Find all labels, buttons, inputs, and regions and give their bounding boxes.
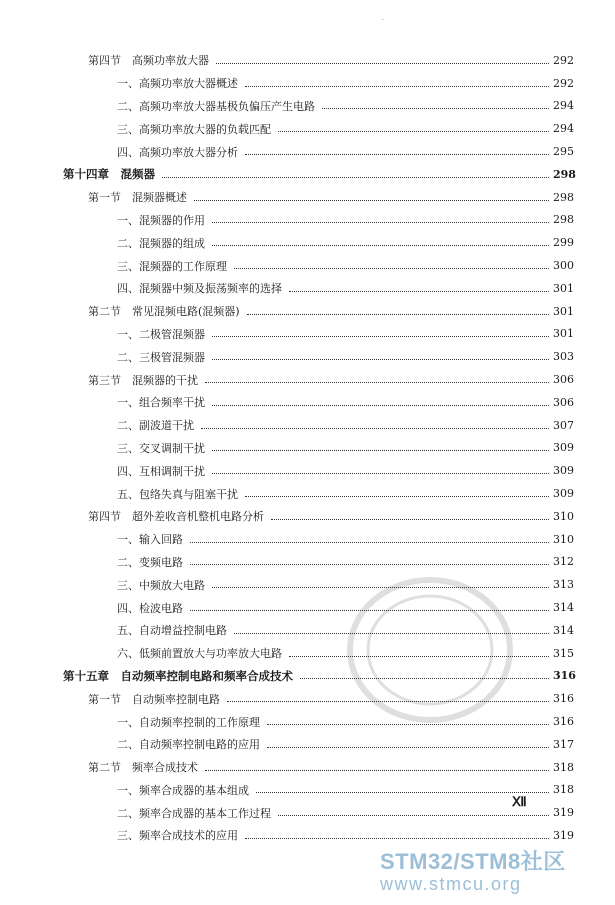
toc-entry-page: 306	[553, 373, 574, 387]
toc-subsection-entry	[0, 277, 615, 300]
toc-leader-dots	[212, 336, 549, 337]
toc-subsection-entry	[0, 345, 615, 368]
toc-entry-title: 三、高频功率放大器的负载匹配	[117, 121, 274, 137]
toc-entry-page: 306	[553, 395, 574, 409]
toc-leader-dots	[245, 86, 549, 87]
toc-subsection-entry	[0, 642, 615, 665]
toc-entry-page: 298	[553, 213, 574, 227]
toc-section-entry	[0, 300, 615, 323]
toc-entry-page: 292	[553, 76, 574, 90]
toc-entry-page: 319	[553, 828, 574, 842]
toc-subsection-entry	[0, 619, 615, 642]
toc-entry-page: 318	[553, 760, 574, 774]
toc-leader-dots	[212, 473, 549, 474]
toc-entry-page: 303	[553, 350, 574, 364]
toc-subsection-entry	[0, 231, 615, 254]
toc-entry-title: 五、包络失真与阻塞干扰	[117, 486, 241, 502]
watermark-url: www.stmcu.org	[380, 874, 522, 894]
toc-subsection-entry	[0, 95, 615, 118]
toc-entry-page: 292	[553, 53, 574, 67]
toc-leader-dots	[205, 770, 549, 771]
toc-entry-title: 第一节 混频器概述	[88, 189, 190, 205]
toc-entry-page: 316	[553, 715, 574, 728]
toc-entry-page: 318	[553, 783, 574, 797]
page-number: Ⅻ	[512, 794, 527, 809]
toc-subsection-entry	[0, 209, 615, 232]
toc-subsection-entry	[0, 140, 615, 163]
toc-leader-dots	[300, 678, 549, 679]
toc-entry-title: 二、高频功率放大器基极负偏压产生电路	[117, 98, 318, 114]
toc-entry-page: 295	[553, 145, 574, 159]
toc-entry-title: 一、组合频率干扰	[117, 394, 208, 410]
scan-corner-mark: ·	[382, 16, 385, 24]
toc-entry-page: 312	[553, 555, 574, 569]
toc-entry-page: 314	[553, 601, 574, 615]
toc-chapter-entry	[0, 163, 615, 186]
toc-section-entry	[0, 756, 615, 779]
toc-entry-title: 第十五章 自动频率控制电路和频率合成技术	[63, 668, 296, 684]
toc-subsection-entry	[0, 323, 615, 346]
toc-entry-title: 一、混频器的作用	[117, 212, 208, 228]
toc-entry-title: 四、高频功率放大器分析	[117, 144, 241, 160]
toc-entry-title: 三、频率合成技术的应用	[117, 827, 241, 843]
toc-leader-dots	[267, 747, 549, 748]
toc-entry-title: 一、频率合成器的基本组成	[117, 782, 252, 798]
toc-entry-page: 313	[553, 578, 574, 592]
toc-entry-title: 三、混频器的工作原理	[117, 258, 230, 274]
toc-leader-dots	[278, 131, 549, 132]
toc-subsection-entry	[0, 254, 615, 277]
toc-entry-title: 第一节 自动频率控制电路	[88, 691, 223, 707]
toc-subsection-entry	[0, 528, 615, 551]
toc-entry-page: 301	[553, 304, 574, 318]
toc-entry-page: 314	[553, 623, 574, 637]
toc-leader-dots	[212, 587, 549, 588]
toc-entry-title: 三、中频放大电路	[117, 577, 208, 593]
toc-leader-dots	[267, 724, 549, 725]
toc-leader-dots	[162, 177, 549, 178]
toc-leader-dots	[234, 633, 549, 634]
toc-entry-title: 四、混频器中频及振荡频率的选择	[117, 280, 285, 296]
toc-entry-title: 一、二极管混频器	[117, 326, 208, 342]
toc-entry-page: 307	[553, 418, 574, 432]
toc-subsection-entry	[0, 72, 615, 95]
toc-subsection-entry	[0, 117, 615, 140]
toc-entry-title: 二、三极管混频器	[117, 349, 208, 365]
toc-leader-dots	[194, 200, 549, 201]
toc-entry-page: 301	[553, 327, 574, 341]
toc-leader-dots	[245, 838, 549, 839]
toc-leader-dots	[216, 63, 549, 64]
toc-leader-dots	[247, 314, 549, 315]
toc-subsection-entry	[0, 710, 615, 733]
toc-entry-page: 298	[553, 167, 576, 181]
toc-entry-page: 316	[553, 692, 574, 706]
toc-entry-page: 310	[553, 532, 574, 546]
toc-leader-dots	[201, 428, 549, 429]
toc-entry-page: 299	[553, 236, 574, 250]
toc-entry-title: 一、输入回路	[117, 531, 186, 547]
toc-entry-title: 第四节 超外差收音机整机电路分析	[88, 508, 267, 524]
toc-subsection-entry	[0, 596, 615, 619]
toc-leader-dots	[212, 222, 549, 223]
toc-entry-title: 一、自动频率控制的工作原理	[117, 714, 263, 730]
toc-subsection-entry	[0, 733, 615, 756]
toc-leader-dots	[190, 564, 549, 565]
toc-section-entry	[0, 687, 615, 710]
toc-section-entry	[0, 505, 615, 528]
toc-entry-title: 六、低频前置放大与功率放大电路	[117, 645, 285, 661]
toc-leader-dots	[212, 359, 549, 360]
toc-entry-title: 三、交叉调制干扰	[117, 440, 208, 456]
toc-entry-title: 二、变频电路	[117, 554, 186, 570]
watermark-title: STM32/STM8社区	[380, 849, 566, 874]
toc-leader-dots	[190, 542, 549, 543]
toc-entry-page: 310	[553, 509, 574, 523]
toc-entry-page: 309	[553, 464, 574, 478]
toc-leader-dots	[212, 405, 549, 406]
toc-entry-page: 294	[553, 99, 574, 113]
toc-entry-title: 一、高频功率放大器概述	[117, 75, 241, 91]
toc-leader-dots	[212, 245, 549, 246]
toc-leader-dots	[278, 815, 549, 816]
toc-entry-page: 317	[553, 737, 574, 751]
site-watermark	[380, 845, 566, 895]
toc-subsection-entry	[0, 551, 615, 574]
toc-subsection-entry	[0, 824, 615, 847]
toc-entry-title: 四、互相调制干扰	[117, 463, 208, 479]
toc-leader-dots	[256, 792, 549, 793]
toc-entry-page: 301	[553, 281, 574, 295]
toc-entry-page: 315	[553, 646, 574, 660]
toc-entry-title: 五、自动增益控制电路	[117, 622, 230, 638]
toc-leader-dots	[227, 701, 549, 702]
toc-leader-dots	[245, 154, 549, 155]
toc-section-entry	[0, 49, 615, 72]
toc-entry-title: 二、副波道干扰	[117, 417, 197, 433]
toc-subsection-entry	[0, 391, 615, 414]
toc-chapter-entry	[0, 665, 615, 688]
toc-section-entry	[0, 368, 615, 391]
toc-entry-title: 第四节 高频功率放大器	[88, 52, 212, 68]
toc-leader-dots	[245, 496, 549, 497]
toc-subsection-entry	[0, 414, 615, 437]
toc-entry-page: 300	[553, 259, 574, 273]
toc-leader-dots	[271, 519, 549, 520]
toc-section-entry	[0, 186, 615, 209]
toc-leader-dots	[234, 268, 549, 269]
toc-leader-dots	[205, 382, 549, 383]
toc-entry-title: 二、自动频率控制电路的应用	[117, 736, 263, 752]
toc-entry-page: 316	[553, 669, 576, 683]
toc-entry-title: 第三节 混频器的干扰	[88, 372, 201, 388]
toc-subsection-entry	[0, 459, 615, 482]
toc-subsection-entry	[0, 482, 615, 505]
toc-leader-dots	[289, 291, 549, 292]
toc-entry-title: 二、混频器的组成	[117, 235, 208, 251]
toc-entry-title: 第二节 常见混频电路(混频器)	[88, 303, 243, 319]
toc-subsection-entry	[0, 573, 615, 596]
toc-entry-title: 第二节 频率合成技术	[88, 759, 201, 775]
toc-entry-page: 319	[553, 806, 574, 820]
toc-leader-dots	[322, 108, 549, 109]
toc-leader-dots	[190, 610, 549, 611]
toc-entry-title: 第十四章 混频器	[63, 166, 158, 182]
toc-entry-page: 294	[553, 122, 574, 136]
toc-entry-page: 309	[553, 441, 574, 455]
toc-leader-dots	[289, 656, 549, 657]
toc-leader-dots	[212, 450, 549, 451]
toc-entry-page: 309	[553, 487, 574, 501]
toc-entry-title: 四、检波电路	[117, 600, 186, 616]
table-of-contents	[0, 49, 615, 847]
toc-subsection-entry	[0, 437, 615, 460]
toc-entry-page: 298	[553, 190, 574, 204]
toc-entry-title: 二、频率合成器的基本工作过程	[117, 805, 274, 821]
